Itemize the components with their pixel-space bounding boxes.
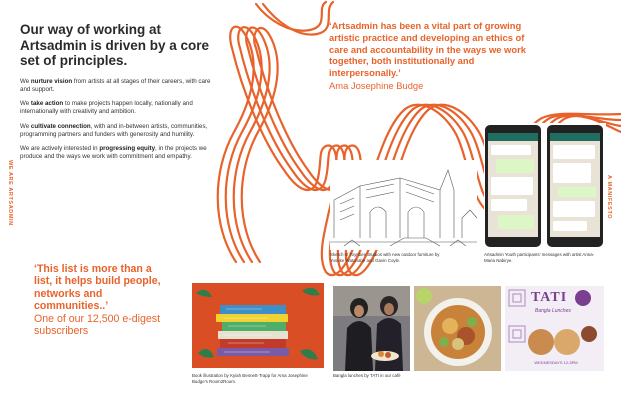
flyer-subtitle: Bangla Lunches [535,308,571,314]
quote-top-attribution: Ama Josephine Budge [329,79,424,91]
principle-1-keyword: nurture vision [30,77,73,85]
quote-bottom-attribution: One of our 12,500 e-digest subscribers [34,312,161,338]
quote-bottom [34,263,164,337]
quote-bottom-text: ‘This list is more than a list, it helps build people, networks and communities..’ [34,263,161,313]
women-caption: Bangla lunches by TATI in our café [333,373,401,378]
tati-flyer [505,286,604,371]
chats-caption: Artsadmin Youth participants’ messages with artist Anna-Maria Nabirye. [484,252,595,263]
principle-4: We are actively interested in progressing equity, in the projects we produce and the ways we work with commitment and empathy. [20,145,207,160]
side-label-left: WE ARE ARTSADMIN [7,160,13,226]
sketch-image [330,160,477,250]
book-illustration-image [192,283,324,368]
principle-4-keyword: progressing equity [99,145,156,152]
food-photo [414,286,501,371]
principle-3-keyword: cultivate connection [30,122,91,130]
flyer-footer: WEDNESDAYS 12-3PM [534,360,578,365]
principle-2-keyword: take action [30,100,64,107]
book-caption: Book illustration by Kyiah Bennett-Trapp for Ama Josephine Budge’s Room2Room. [192,373,308,384]
quote-top [329,20,529,92]
sketch-caption: Sketch of Toynbee Studios with new outdoor furniture by Yosuke Watanabe and Gavin Coyle. [330,252,440,263]
principle-2: We take action to make projects happen locally, nationally and internationally with creativity and ambition. [20,100,193,115]
principle-3: We cultivate connection, with and in-between artists, communities, programming partners and funders with generosity and humility. [20,122,208,138]
principles-block [20,22,218,168]
principles-heading: Our way of working at Artsadmin is driven by a core set of principles. [20,22,210,68]
chat-screenshots-image [484,123,606,250]
women-photo [333,286,410,371]
principle-1: We nurture vision from artists at all stages of their careers, with care and support. [20,77,211,93]
quote-top-text: ‘Artsadmin has been a vital part of growing artistic practice and developing an ethics of care and accountability in the ways we work together, both institutionally and interpersonally.’ [329,20,526,79]
flyer-title: TATI [531,290,568,305]
side-label-right: A MANIFESTO [606,175,612,220]
